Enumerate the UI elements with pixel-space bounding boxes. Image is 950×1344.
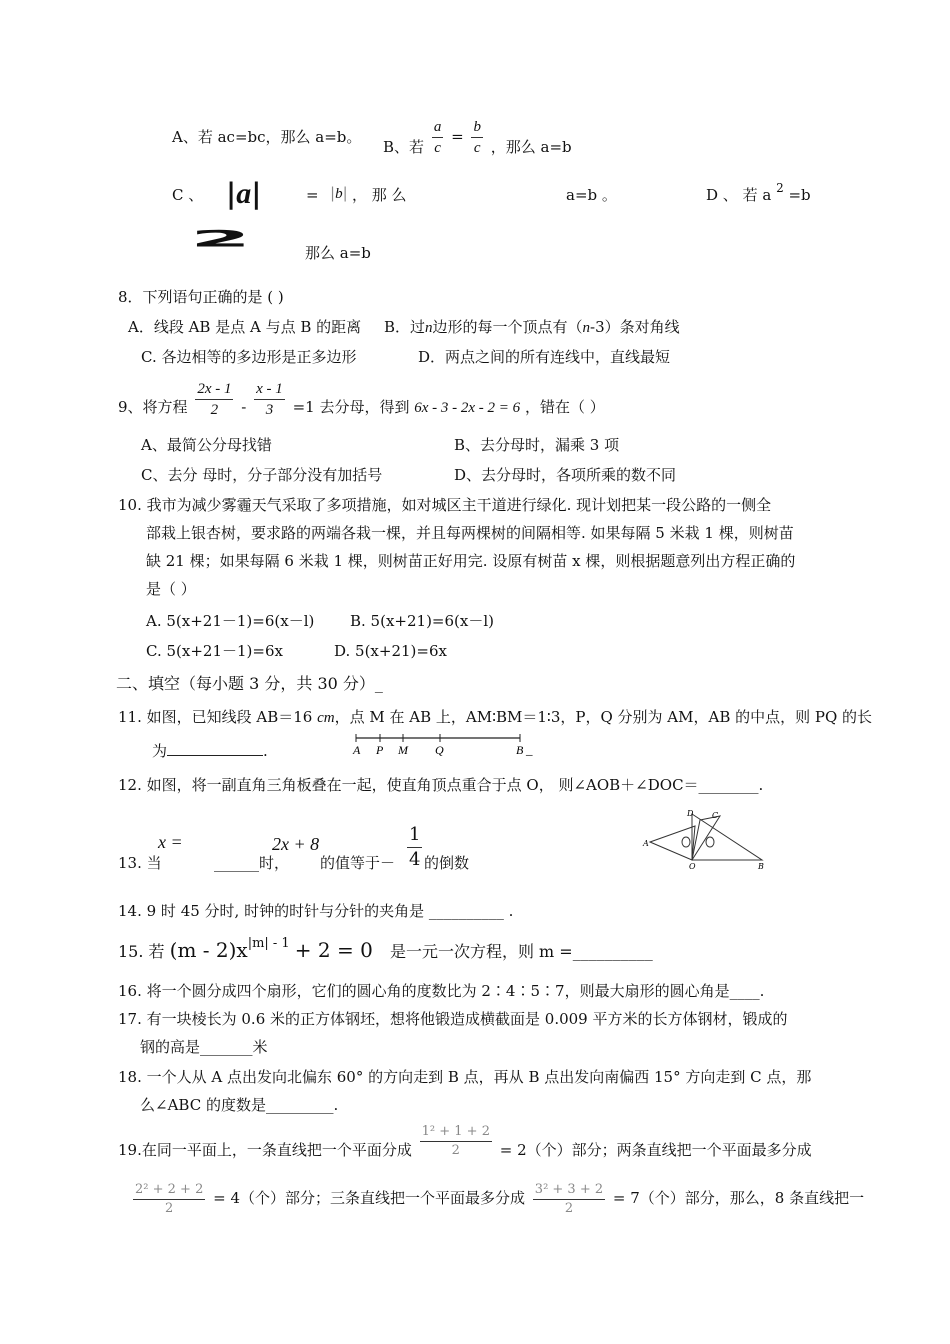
fraction-numerator: 2x - 1	[195, 380, 233, 400]
q7-option-c-end: a=b 。	[566, 186, 617, 204]
q13-suffix: 的倒数	[424, 854, 470, 872]
q9-option-b: B、去分母时，漏乘 3 项	[454, 436, 620, 454]
q9-option-a: A、最简公分母找错	[141, 436, 272, 454]
label-c: C	[712, 811, 719, 820]
q7-option-a: A、若 ac=bc，那么 a=b。	[172, 128, 362, 146]
q13-expression: 2x + 8	[272, 834, 320, 854]
fraction-numerator: 2² + 2 + 2	[133, 1182, 205, 1200]
q10-line-1: 10. 我市为减少雾霾天气采取了多项措施，如对城区主干道进行绿化. 现计划把某一段公路的一侧全	[118, 496, 772, 514]
q12-text: 12. 如图，将一副直角三角板叠在一起，使直角顶点重合于点 O， 则∠AOB＋∠DOC＝________.	[118, 776, 764, 794]
q10-line-2: 部栽上银杏树，要求路的两端各栽一棵，并且每两棵树的间隔相等. 如果每隔 5 米栽 1 棵，则树苗	[146, 524, 794, 542]
abs-bar-icon: |	[226, 177, 237, 210]
equals-sign: =	[451, 127, 464, 146]
q12-triangle-figure	[640, 806, 770, 870]
unit-cm: cm	[317, 710, 335, 726]
q9-result: 6x - 3 - 2x - 2 = 6	[414, 399, 521, 416]
q8-option-a: A．线段 AB 是点 A 与点 B 的距离	[128, 318, 362, 336]
fraction-denominator: 2	[451, 1142, 460, 1158]
q7-option-c-eq: =	[306, 186, 319, 204]
q7-option-b	[383, 118, 572, 157]
q13-mid: 的值等于－	[320, 854, 396, 872]
q9-suffix: ，错在（ ）	[524, 397, 605, 416]
q11-answer-dot: .	[263, 742, 268, 760]
abs-value-a: a	[236, 177, 252, 210]
fraction-denominator: c	[434, 140, 441, 156]
label-m: M	[398, 743, 408, 757]
triangle-oc	[692, 816, 720, 860]
q19-fraction-1	[420, 1124, 492, 1158]
q7-option-d-line2: 那么 a=b	[305, 244, 371, 262]
q14-text: 14. 9 时 45 分时, 时钟的时针与分针的夹角是 __________ .	[118, 902, 514, 920]
q13-blank[interactable]: ______时，	[214, 854, 290, 872]
fraction-numerator: x - 1	[254, 380, 285, 400]
q11-answer-prefix: 为	[152, 742, 168, 760]
q11-pre: 11. 如图，已知线段 AB＝16	[118, 708, 313, 726]
q15-tail: + 2 = 0	[294, 938, 373, 962]
abs-bar-icon: |	[330, 184, 336, 202]
q9-mid: =1 去分母，得到	[292, 397, 410, 416]
label-o: O	[689, 862, 696, 870]
label-b: B	[758, 862, 764, 870]
triangle-hole-icon	[706, 837, 714, 847]
q19-result-1: = 2（个）部分；两条直线把一个平面最多分成	[499, 1141, 812, 1160]
q10-line-4: 是（ ）	[146, 580, 196, 598]
q19-fraction-2	[133, 1182, 205, 1216]
q7-option-b-prefix: B、若	[383, 137, 425, 156]
q17-line-1: 17. 有一块棱长为 0.6 米的正方体钢坯，想将他锻造成横截面是 0.009 平方米的长方体钢材，锻成的	[118, 1010, 788, 1028]
q19-line-1	[118, 1124, 812, 1158]
q9-prefix: 9、将方程	[118, 397, 188, 416]
q10-option-a: A. 5(x+21－1)=6(x－l)	[146, 612, 315, 630]
triangle-dob	[692, 814, 762, 860]
q13-prefix: 13. 当	[118, 854, 162, 872]
q17-line-2: 钢的高是_______米	[140, 1038, 268, 1056]
q7-option-b-suffix: ，那么 a=b	[490, 137, 572, 156]
label-a: A	[353, 743, 361, 757]
q19-result-3: = 7（个）部分，那么，8 条直线把一	[612, 1189, 865, 1208]
q7-option-d	[706, 181, 811, 204]
q9-option-d: D、去分母时，各项所乘的数不同	[454, 466, 677, 484]
q19-result-2: = 4（个）部分；三条直线把一个平面最多分成	[213, 1189, 526, 1208]
q8-option-b-suffix: -3）条对角线	[590, 318, 680, 336]
q10-line-3: 缺 21 棵；如果每隔 6 米栽 1 棵，则树苗正好用完. 设原有树苗 x 棵，则根据题意列出方程正确的	[146, 552, 796, 570]
q15-exponent: |m| - 1	[247, 936, 290, 951]
triangle-hole-icon	[682, 837, 690, 847]
q11-answer-blank[interactable]	[167, 755, 263, 756]
q7-option-d-eq: =b	[788, 186, 811, 204]
q7-option-c-prefix: C 、	[172, 186, 204, 204]
q7-option-b-frac-right	[471, 118, 483, 157]
fraction-numerator: a	[432, 118, 444, 138]
q8-option-b	[384, 318, 680, 337]
q8-option-b-mid: 边形的每一个顶点有（	[432, 318, 583, 336]
q7-option-c-abs-b	[330, 184, 348, 203]
q19-line-2	[130, 1182, 864, 1216]
q11-segment-figure	[348, 730, 538, 758]
q19-prefix: 19.在同一平面上，一条直线把一个平面分成	[118, 1141, 412, 1160]
q18-line-2: 么∠ABC 的度数是_________.	[140, 1096, 339, 1114]
q7-option-c-abs-a	[226, 176, 261, 212]
label-b: B	[516, 743, 524, 757]
fraction-denominator: 4	[409, 848, 421, 870]
fraction-one-quarter	[407, 824, 422, 870]
q8-stem: 8．下列语句正确的是 ( )	[118, 288, 284, 306]
fraction-denominator: 2	[210, 402, 219, 418]
variable-n: n	[582, 320, 591, 336]
fraction-denominator: 2	[165, 1200, 174, 1216]
q7-option-d-exponent-large: 2	[190, 226, 252, 252]
q9-option-c: C、去分 母时，分子部分没有加括号	[141, 466, 383, 484]
abs-value-b: b	[335, 186, 343, 202]
label-a: A	[643, 839, 649, 848]
q18-line-1: 18. 一个人从 A 点出发向北偏东 60° 的方向走到 B 点，再从 B 点出发向南偏西 15° 方向走到 C 点，那	[118, 1068, 812, 1086]
q19-fraction-3	[533, 1182, 605, 1216]
q10-option-c: C. 5(x+21－1)=6x	[146, 642, 283, 660]
fraction-numerator: b	[471, 118, 483, 138]
q11-line-2	[152, 742, 268, 760]
q9-fraction-1	[195, 380, 233, 419]
q7-option-b-frac-left	[432, 118, 444, 157]
q11-post: ，点 M 在 AB 上，AM∶BM＝1∶3，P，Q 分别为 AM，AB 的中点，则 PQ 的长	[334, 708, 873, 726]
q8-option-b-prefix: B．过	[384, 318, 426, 336]
label-q: Q	[435, 743, 444, 757]
q13-fraction	[404, 824, 425, 870]
exponent: 2	[776, 181, 784, 195]
q7-option-c-mid: ， 那 么	[352, 186, 407, 204]
q15-base: (m - 2)x	[169, 938, 248, 962]
q9-stem	[118, 380, 605, 419]
fraction-numerator: 1² + 1 + 2	[420, 1124, 492, 1142]
q8-option-d: D．两点之间的所有连线中，直线最短	[418, 348, 671, 366]
section-2-title: 二、填空（每小题 3 分，共 30 分）_	[116, 674, 383, 693]
fraction-denominator: 3	[265, 402, 274, 418]
q7-option-d-prefix: D 、 若 a	[706, 186, 772, 204]
q10-option-d: D. 5(x+21)=6x	[334, 642, 447, 660]
q15-line	[118, 938, 653, 962]
abs-bar-icon: |	[251, 177, 262, 210]
q10-option-b: B. 5(x+21)=6(x－l)	[350, 612, 494, 630]
q13-var: x =	[158, 832, 183, 852]
q16-text: 16. 将一个圆分成四个扇形，它们的圆心角的度数比为 2∶4∶5∶7，则最大扇形的圆心角是____.	[118, 982, 765, 1000]
triangle-aod	[650, 826, 695, 860]
q15-suffix: 是一元一次方程，则 m =__________	[389, 942, 653, 961]
q11-line-1	[118, 708, 872, 727]
q8-option-c: C. 各边相等的多边形是正多边形	[141, 348, 357, 366]
q15-prefix: 15. 若	[118, 942, 165, 961]
q11-figure-end: _	[526, 742, 533, 757]
label-p: P	[376, 743, 384, 757]
label-d: D	[687, 809, 694, 818]
fraction-denominator: c	[473, 140, 481, 156]
fraction-numerator: 3² + 3 + 2	[533, 1182, 605, 1200]
abs-bar-icon: |	[342, 184, 348, 202]
q9-fraction-2	[254, 380, 285, 419]
variable-n: n	[425, 320, 433, 336]
fraction-denominator: 2	[564, 1200, 574, 1216]
minus-sign: -	[241, 397, 247, 416]
fraction-numerator: 1	[407, 824, 422, 848]
